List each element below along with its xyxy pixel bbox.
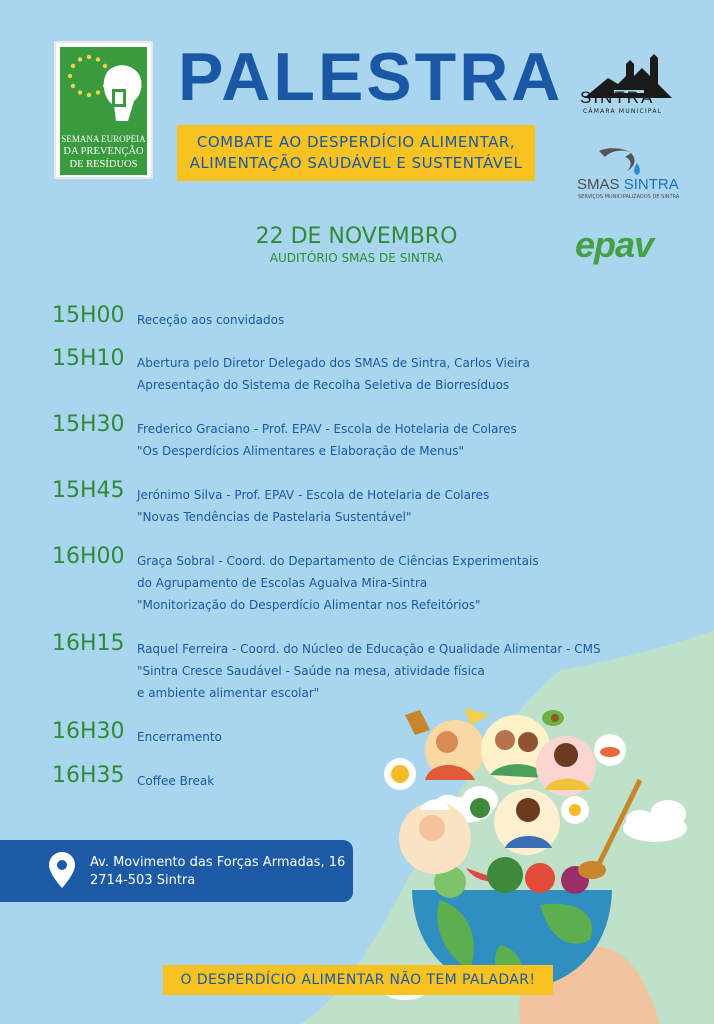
ewwr-logo — [54, 41, 153, 179]
sintra-name: SINTRA — [580, 88, 655, 107]
program-line: Jerónimo Silva - Prof. EPAV - Escola de Hotelaria de Colares — [137, 488, 490, 502]
program-time: 15H45 — [52, 478, 125, 503]
program-time: 16H30 — [52, 719, 125, 744]
subtitle-line-1: COMBATE AO DESPERDÍCIO ALIMENTAR, — [196, 133, 516, 151]
address-line-1: Av. Movimento das Forças Armadas, 16 — [90, 855, 346, 870]
ewwr-line-2: DA PREVENÇÃO — [63, 146, 144, 157]
program-line: Abertura pelo Diretor Delegado dos SMAS de Sintra, Carlos Vieira — [137, 356, 530, 370]
page-title: PALESTRA — [178, 39, 564, 115]
recycling-hand-icon — [98, 61, 146, 129]
program-time: 15H00 — [52, 303, 125, 328]
subtitle-banner — [177, 125, 535, 181]
program-line: Apresentação do Sistema de Recolha Seletiva de Biorresíduos — [137, 378, 510, 392]
smas-subtitle: SERVIÇOS MUNICIPALIZADOS DE SINTRA — [578, 194, 680, 200]
ewwr-line-1: SEMANA EUROPEIA — [61, 134, 146, 144]
ewwr-line-3: DE RESÍDUOS — [69, 159, 138, 170]
smas-name-a: SMAS — [577, 176, 620, 193]
tagline-banner — [163, 965, 553, 995]
subtitle-line-2: ALIMENTAÇÃO SAUDÁVEL E SUSTENTÁVEL — [189, 154, 523, 172]
event-date: 22 DE NOVEMBRO — [255, 224, 458, 249]
tagline-text: O DESPERDÍCIO ALIMENTAR NÃO TEM PALADAR! — [180, 972, 536, 988]
program-line: "Novas Tendências de Pastelaria Sustentável" — [137, 510, 412, 524]
program-line: Graça Sobral - Coord. do Departamento de Ciências Experimentais — [137, 554, 539, 568]
location-pin-icon — [49, 852, 75, 888]
program-line: Receção aos convidados — [137, 313, 285, 327]
program-line: "Os Desperdícios Alimentares e Elaboração de Menus" — [137, 444, 465, 458]
program-time: 16H35 — [52, 763, 125, 788]
smas-name-b: SINTRA — [623, 176, 679, 193]
address-line-2: 2714-503 Sintra — [90, 873, 196, 888]
program-line: "Monitorização do Desperdício Alimentar nos Refeitórios" — [137, 598, 481, 612]
sintra-subtitle: CÂMARA MUNICIPAL — [583, 108, 663, 115]
program-time: 16H15 — [52, 631, 125, 656]
program-line: "Sintra Cresce Saudável - Saúde na mesa, atividade física — [137, 664, 485, 678]
smas-name — [577, 176, 679, 193]
program-line: Frederico Graciano - Prof. EPAV - Escola de Hotelaria de Colares — [137, 422, 517, 436]
program-line: do Agrupamento de Escolas Agualva Mira-Sintra — [137, 576, 428, 590]
program-time: 15H10 — [52, 346, 125, 371]
program-line: Coffee Break — [137, 774, 215, 788]
program-time: 16H00 — [52, 544, 125, 569]
epav-logo: epav — [575, 224, 654, 265]
program-line: e ambiente alimentar escolar" — [137, 686, 320, 700]
program-line: Raquel Ferreira - Coord. do Núcleo de Educação e Qualidade Alimentar - CMS — [137, 642, 601, 656]
program-line: Encerramento — [137, 730, 222, 744]
program-time: 15H30 — [52, 412, 125, 437]
event-venue: AUDITÓRIO SMAS DE SINTRA — [269, 251, 444, 265]
smas-water-icon — [597, 145, 645, 177]
